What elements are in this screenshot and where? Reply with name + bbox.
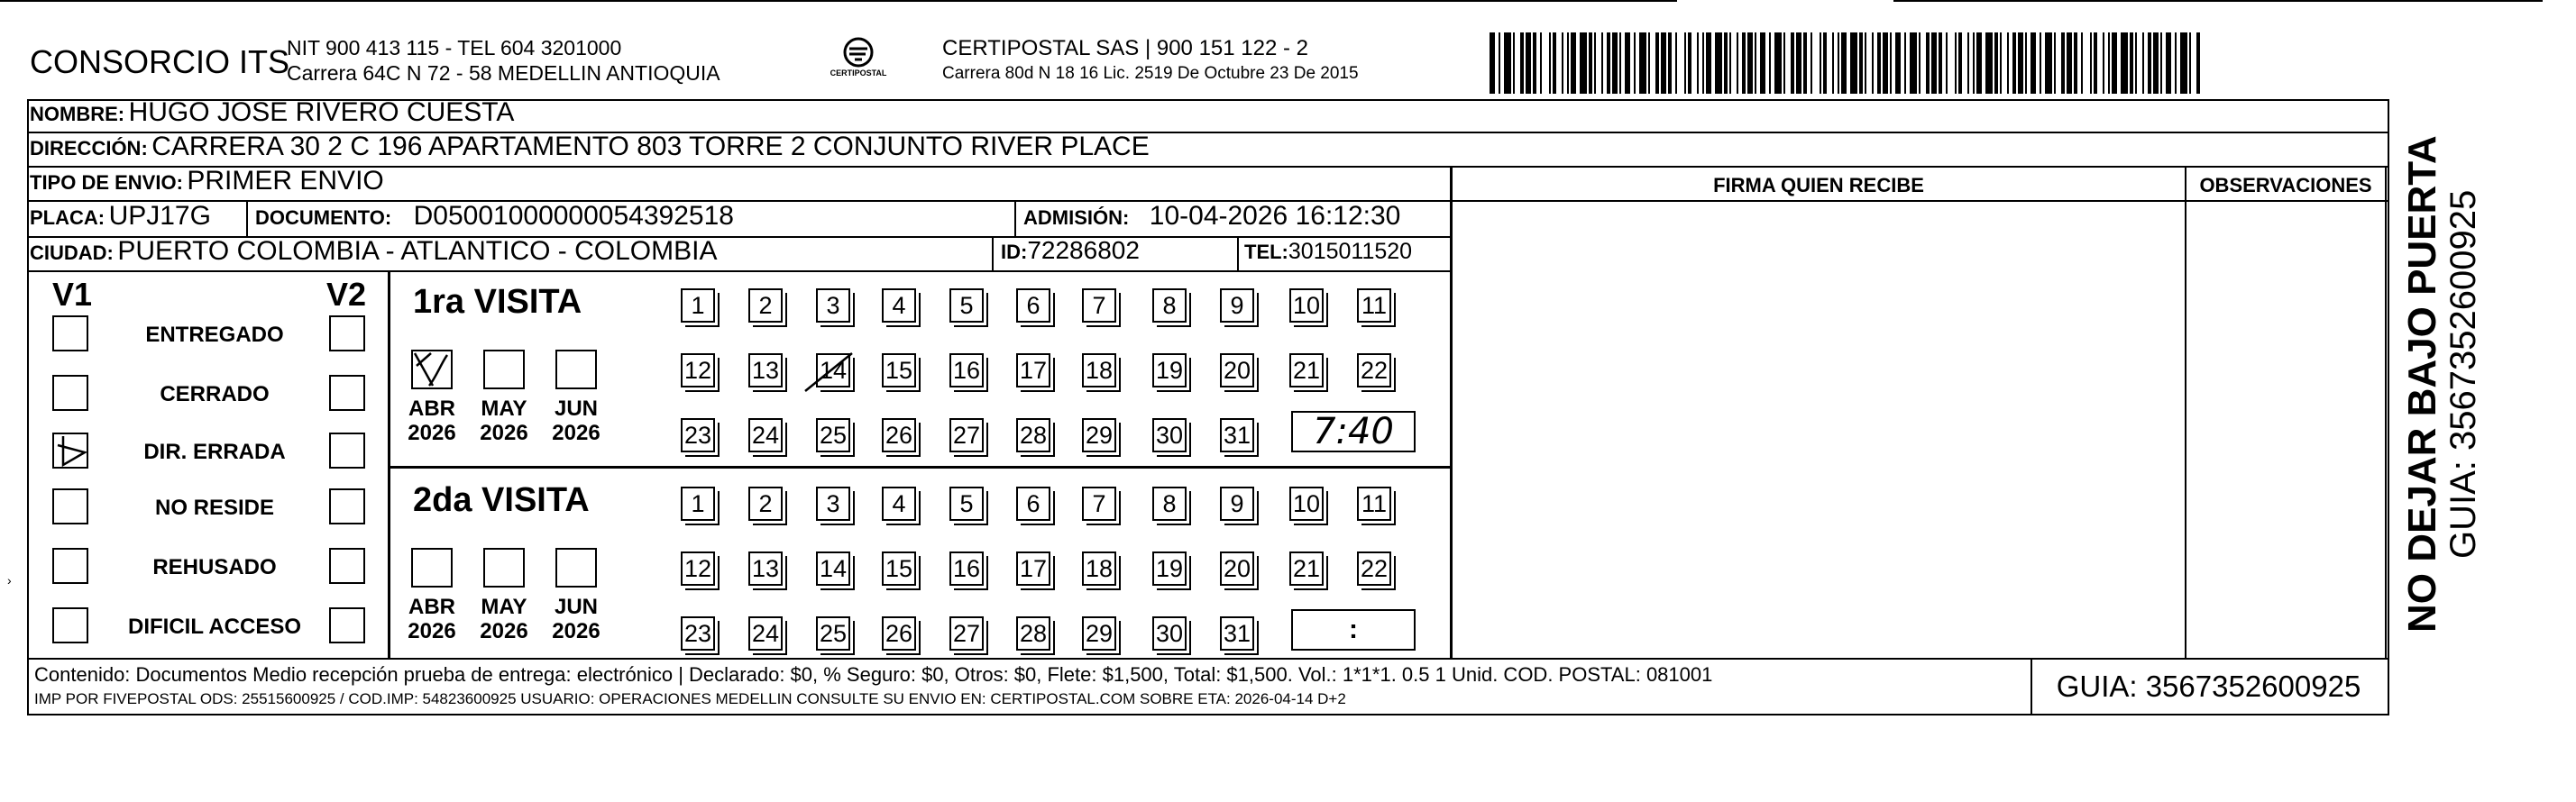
rule (2385, 166, 2387, 658)
top-frame-line (0, 0, 1677, 2)
day-box[interactable] (882, 616, 916, 651)
day-box[interactable] (882, 353, 916, 387)
day-box[interactable] (1082, 487, 1116, 521)
day-number: 9 (1230, 490, 1244, 517)
rule (27, 270, 1452, 272)
day-box[interactable] (1357, 487, 1391, 521)
month-label (472, 595, 536, 643)
direccion-row (30, 132, 1150, 162)
admision-label: ADMISIÓN: (1023, 206, 1130, 229)
day-number: 2 (758, 490, 773, 517)
day-number: 30 (1155, 620, 1184, 647)
day-number: 25 (819, 620, 848, 647)
day-number: 31 (1223, 422, 1251, 449)
day-number: 21 (1292, 555, 1321, 582)
id-label: ID: (1001, 241, 1028, 263)
day-number: 7 (1092, 490, 1106, 517)
day-number: 14 (819, 357, 848, 384)
day-number: 31 (1223, 620, 1251, 647)
day-box[interactable] (882, 487, 916, 521)
v2-checkbox[interactable] (329, 607, 365, 643)
day-box[interactable] (1289, 551, 1324, 586)
day-number: 26 (885, 620, 913, 647)
day-number: 11 (1361, 490, 1388, 517)
day-box[interactable] (1220, 551, 1254, 586)
status-label: DIR. ERRADA (143, 440, 286, 464)
day-number: 30 (1155, 422, 1184, 449)
checkmark-icon (411, 350, 453, 389)
v2-checkbox[interactable] (329, 433, 365, 469)
status-label: ENTREGADO (145, 323, 284, 347)
day-box[interactable] (1289, 288, 1324, 323)
day-box[interactable] (1016, 353, 1050, 387)
month-checkbox[interactable] (483, 350, 525, 389)
v1-checkbox[interactable] (52, 433, 88, 469)
day-box[interactable] (1220, 353, 1254, 387)
company-address: Carrera 64C N 72 - 58 MEDELLIN ANTIOQUIA (287, 61, 720, 85)
signature-area[interactable] (1453, 202, 2185, 658)
day-box[interactable] (816, 487, 850, 521)
status-label: REHUSADO (152, 555, 277, 579)
day-box[interactable] (949, 616, 984, 651)
day-box[interactable] (949, 353, 984, 387)
company-name: CONSORCIO ITS (30, 43, 290, 80)
strike-mark-icon (803, 350, 857, 395)
month-name: JUN (554, 595, 598, 619)
day-box[interactable] (681, 551, 715, 586)
tel-cell (1244, 239, 1412, 265)
month-label (400, 595, 463, 643)
day-box[interactable] (681, 487, 715, 521)
day-number: 7 (1092, 292, 1106, 319)
day-box[interactable] (1152, 288, 1187, 323)
company-nit: NIT 900 413 115 - TEL 604 3201000 (287, 36, 622, 59)
admision-value: 10-04-2026 16:12:30 (1149, 201, 1401, 231)
visit-title: 2da VISITA (413, 481, 590, 519)
v2-header: V2 (326, 276, 367, 313)
top-frame-line-right (1893, 0, 2543, 2)
time-box[interactable]: : (1291, 609, 1416, 651)
day-box[interactable] (1016, 288, 1050, 323)
day-number: 19 (1155, 555, 1184, 582)
month-label (472, 396, 536, 445)
day-number: 9 (1230, 292, 1244, 319)
day-number: 27 (952, 422, 981, 449)
barcode (1490, 32, 2209, 94)
day-number: 13 (751, 555, 780, 582)
visit-title: 1ra VISITA (413, 283, 582, 321)
day-box[interactable] (1082, 418, 1116, 452)
side-warning: NO DEJAR BAJO PUERTA (2400, 135, 2444, 633)
status-label: DIFICIL ACCESO (127, 615, 301, 639)
observaciones-header: OBSERVACIONES (2199, 174, 2372, 196)
tipo-row (30, 166, 384, 196)
day-number: 25 (819, 422, 848, 449)
day-number: 18 (1085, 357, 1114, 384)
status-label: CERRADO (160, 382, 270, 406)
day-box[interactable] (1152, 353, 1187, 387)
month-name: MAY (481, 595, 527, 619)
firma-header: FIRMA QUIEN RECIBE (1713, 174, 1924, 196)
day-number: 27 (952, 620, 981, 647)
day-box[interactable] (1016, 418, 1050, 452)
day-box[interactable] (681, 288, 715, 323)
admision-cell (1023, 201, 1400, 232)
placa-cell (30, 201, 211, 232)
imp-text: IMP POR FIVEPOSTAL ODS: 25515600925 / COD.IMP: 54823600925 USUARIO: OPERACIONES MEDELLIN CONSULTE SU ENVIO EN: CERTIPOSTAL.COM SOBRE ETA: 2026-04-14 D+2 (34, 690, 1346, 707)
day-number: 29 (1085, 620, 1114, 647)
rule (1014, 200, 1016, 236)
nombre-value: HUGO JOSE RIVERO CUESTA (128, 97, 515, 127)
month-checkbox[interactable] (411, 350, 453, 389)
month-name: MAY (481, 396, 527, 421)
id-value: 72286802 (1027, 236, 1140, 264)
day-box[interactable] (949, 288, 984, 323)
day-box[interactable] (1152, 418, 1187, 452)
day-box[interactable] (1082, 616, 1116, 651)
day-number: 1 (691, 292, 705, 319)
day-number: 15 (885, 357, 913, 384)
v2-checkbox[interactable] (329, 548, 365, 584)
day-box[interactable] (1016, 551, 1050, 586)
day-box[interactable] (748, 616, 783, 651)
day-box[interactable] (816, 353, 850, 387)
day-number: 20 (1223, 555, 1251, 582)
day-box[interactable] (1082, 288, 1116, 323)
documento-value: D05001000000054392518 (413, 201, 734, 231)
nombre-label: NOMBRE: (30, 103, 125, 125)
day-number: 6 (1026, 490, 1040, 517)
day-number: 28 (1019, 620, 1048, 647)
day-number: 18 (1085, 555, 1114, 582)
tel-label: TEL: (1244, 241, 1288, 263)
month-year: 2026 (552, 421, 600, 445)
day-number: 3 (826, 292, 840, 319)
rule (388, 270, 390, 658)
guia-box: GUIA: 3567352600925 (2056, 670, 2361, 703)
contenido-text: Contenido: Documentos Medio recepción prueba de entrega: electrónico | Declarado: $0, % Seguro: $0, Otros: $0, Flete: $1,500, Total: $1,500. Vol.: 1*1*1. 0.5 1 Unid. COD. POSTAL: 081001 (34, 663, 1713, 686)
tipo-label: TIPO DE ENVIO: (30, 171, 183, 194)
time-box[interactable]: 7:40 (1291, 411, 1416, 452)
day-box[interactable] (1357, 353, 1391, 387)
day-box[interactable] (882, 288, 916, 323)
day-box[interactable] (949, 551, 984, 586)
day-number: 16 (952, 555, 981, 582)
id-cell (1001, 236, 1140, 265)
day-number: 11 (1361, 292, 1388, 319)
month-year: 2026 (408, 619, 456, 643)
day-number: 16 (952, 357, 981, 384)
month-name: ABR (408, 396, 455, 421)
day-box[interactable] (1220, 616, 1254, 651)
direccion-value: CARRERA 30 2 C 196 APARTAMENTO 803 TORRE 2 CONJUNTO RIVER PLACE (151, 132, 1150, 161)
month-checkbox[interactable] (411, 548, 453, 588)
day-number: 29 (1085, 422, 1114, 449)
month-checkbox[interactable] (555, 350, 597, 389)
v1-checkbox[interactable] (52, 607, 88, 643)
day-number: 26 (885, 422, 913, 449)
v1-checkbox[interactable] (52, 315, 88, 351)
day-box[interactable] (1152, 616, 1187, 651)
tipo-value: PRIMER ENVIO (187, 166, 384, 196)
day-number: 8 (1162, 490, 1177, 517)
day-box[interactable] (949, 418, 984, 452)
day-number: 22 (1360, 555, 1389, 582)
day-number: 20 (1223, 357, 1251, 384)
rule (992, 236, 994, 270)
v1-header: V1 (52, 276, 93, 313)
day-box[interactable] (882, 418, 916, 452)
day-number: 15 (885, 555, 913, 582)
day-box[interactable] (949, 487, 984, 521)
day-box[interactable] (816, 288, 850, 323)
day-box[interactable] (1289, 353, 1324, 387)
rule (246, 200, 248, 236)
day-number: 13 (751, 357, 780, 384)
day-box[interactable] (748, 418, 783, 452)
month-year: 2026 (480, 421, 528, 445)
month-year: 2026 (480, 619, 528, 643)
day-box[interactable] (816, 551, 850, 586)
placa-label: PLACA: (30, 206, 105, 229)
month-label (545, 396, 608, 445)
day-box[interactable] (748, 551, 783, 586)
rule (388, 466, 1452, 469)
tel-value: 3015011520 (1288, 239, 1413, 264)
day-number: 24 (751, 422, 780, 449)
day-box[interactable] (1152, 551, 1187, 586)
day-number: 24 (751, 620, 780, 647)
v2-checkbox[interactable] (329, 488, 365, 524)
day-number: 17 (1019, 357, 1048, 384)
day-box[interactable] (1289, 487, 1324, 521)
month-name: ABR (408, 595, 455, 619)
month-label (400, 396, 463, 445)
day-box[interactable] (748, 487, 783, 521)
documento-cell (255, 201, 734, 232)
month-label (545, 595, 608, 643)
day-number: 28 (1019, 422, 1048, 449)
direccion-label: DIRECCIÓN: (30, 137, 148, 159)
day-number: 14 (819, 555, 848, 582)
day-box[interactable] (748, 353, 783, 387)
day-number: 17 (1019, 555, 1048, 582)
day-box[interactable] (681, 353, 715, 387)
day-box[interactable] (882, 551, 916, 586)
logo-text: CERTIPOSTAL (830, 68, 887, 77)
nombre-row (30, 97, 514, 128)
day-box[interactable] (1220, 418, 1254, 452)
day-number: 8 (1162, 292, 1177, 319)
day-number: 5 (959, 292, 974, 319)
day-box[interactable] (1357, 551, 1391, 586)
checkmark-icon (52, 433, 88, 469)
v2-checkbox[interactable] (329, 315, 365, 351)
month-year: 2026 (552, 619, 600, 643)
day-number: 4 (892, 292, 906, 319)
day-number: 10 (1292, 490, 1321, 517)
day-number: 23 (683, 422, 712, 449)
day-box[interactable] (681, 616, 715, 651)
day-box[interactable] (1152, 487, 1187, 521)
day-number: 5 (959, 490, 974, 517)
day-number: 10 (1292, 292, 1321, 319)
v1-checkbox[interactable] (52, 488, 88, 524)
day-number: 23 (683, 620, 712, 647)
day-box[interactable] (1220, 487, 1254, 521)
ciudad-value: PUERTO COLOMBIA - ATLANTICO - COLOMBIA (117, 236, 718, 266)
margin-mark: › (7, 573, 12, 588)
day-box[interactable] (1220, 288, 1254, 323)
day-box[interactable] (748, 288, 783, 323)
documento-label: DOCUMENTO: (255, 206, 392, 229)
placa-value: UPJ17G (108, 201, 211, 231)
day-number: 19 (1155, 357, 1184, 384)
day-box[interactable] (1016, 616, 1050, 651)
day-number: 22 (1360, 357, 1389, 384)
rule (1237, 236, 1239, 270)
v2-checkbox[interactable] (329, 375, 365, 411)
day-number: 4 (892, 490, 906, 517)
month-year: 2026 (408, 421, 456, 445)
day-box[interactable] (816, 418, 850, 452)
day-box[interactable] (1016, 487, 1050, 521)
v1-checkbox[interactable] (52, 548, 88, 584)
day-box[interactable] (816, 616, 850, 651)
day-number: 2 (758, 292, 773, 319)
carrier-address: Carrera 80d N 18 16 Lic. 2519 De Octubre 23 De 2015 (942, 64, 1359, 83)
v1-checkbox[interactable] (52, 375, 88, 411)
status-label: NO RESIDE (154, 496, 275, 520)
day-number: 3 (826, 490, 840, 517)
observations-area[interactable] (2186, 202, 2385, 658)
day-box[interactable] (1082, 551, 1116, 586)
day-box[interactable] (1082, 353, 1116, 387)
ciudad-label: CIUDAD: (30, 242, 114, 264)
month-checkbox[interactable] (483, 548, 525, 588)
day-number: 21 (1292, 357, 1321, 384)
day-number: 12 (683, 555, 712, 582)
month-checkbox[interactable] (555, 548, 597, 588)
month-name: JUN (554, 396, 598, 421)
day-number: 12 (683, 357, 712, 384)
side-guia: GUIA: 3567352600925 (2443, 189, 2483, 559)
ciudad-cell (30, 236, 717, 267)
day-box[interactable] (681, 418, 715, 452)
day-number: 6 (1026, 292, 1040, 319)
day-number: 1 (691, 490, 705, 517)
carrier-name: CERTIPOSTAL SAS | 900 151 122 - 2 (942, 36, 1308, 60)
day-box[interactable] (1357, 288, 1391, 323)
certipostal-logo (822, 34, 894, 88)
